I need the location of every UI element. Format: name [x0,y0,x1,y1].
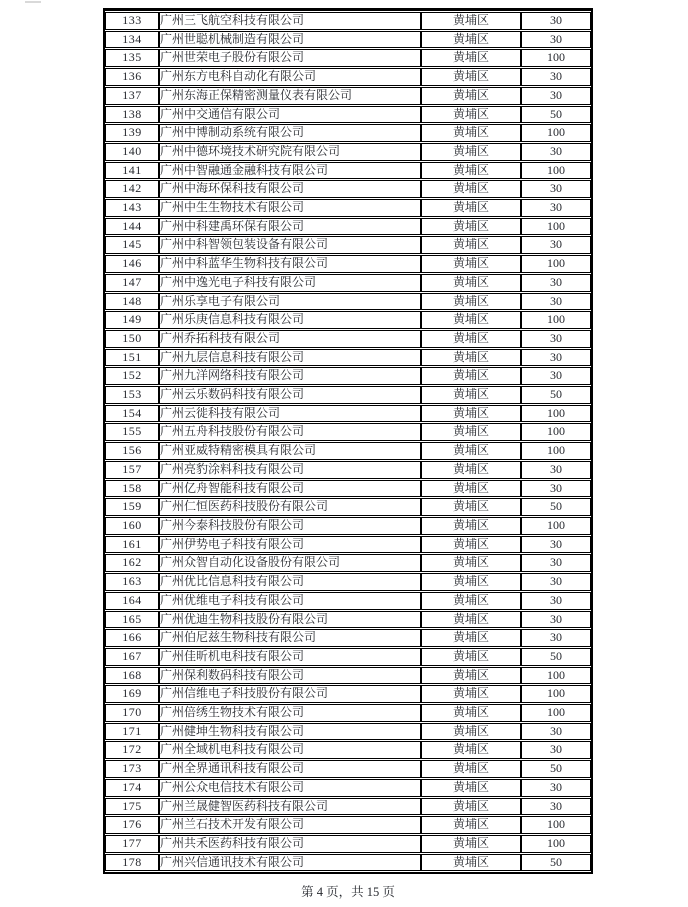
page-footer [103,882,593,900]
company-name-cell: 广州五舟科技股份有限公司 [159,423,421,441]
row-number-cell: 174 [105,779,159,797]
value-cell: 30 [521,293,591,311]
row-number-cell: 173 [105,760,159,778]
company-name-cell: 广州倍绣生物技术有限公司 [159,704,421,722]
value-cell: 100 [521,667,591,685]
value-cell: 50 [521,498,591,516]
table-row [105,87,591,105]
company-name-cell: 广州中科蓝华生物科技有限公司 [159,255,421,273]
company-name-cell: 广州全域机电科技有限公司 [159,741,421,759]
company-name-cell: 广州兰石技术开发有限公司 [159,816,421,834]
company-name-cell: 广州中智融通金融科技有限公司 [159,162,421,180]
table-row [105,779,591,797]
value-cell: 50 [521,854,591,872]
company-name-cell: 广州三飞航空科技有限公司 [159,12,421,30]
row-number-cell: 164 [105,592,159,610]
value-cell: 30 [521,199,591,217]
value-cell: 100 [521,49,591,67]
district-cell: 黄埔区 [421,87,521,105]
table-row [105,704,591,722]
row-number-cell: 158 [105,480,159,498]
table-row [105,423,591,441]
district-cell: 黄埔区 [421,685,521,703]
table-row [105,293,591,311]
table-row [105,236,591,254]
row-number-cell: 162 [105,554,159,572]
value-cell: 50 [521,386,591,404]
company-name-cell: 广州中逸光电子科技有限公司 [159,274,421,292]
company-name-cell: 广州中博制动系统有限公司 [159,124,421,142]
row-number-cell: 148 [105,293,159,311]
company-name-cell: 广州中德环境技术研究院有限公司 [159,143,421,161]
company-name-cell: 广州今泰科技股份有限公司 [159,517,421,535]
district-cell: 黄埔区 [421,835,521,853]
company-name-cell: 广州兰晟健智医药科技有限公司 [159,798,421,816]
table-row [105,611,591,629]
district-cell: 黄埔区 [421,199,521,217]
company-name-cell: 广州佳昕机电科技有限公司 [159,648,421,666]
row-number-cell: 136 [105,68,159,86]
value-cell: 100 [521,816,591,834]
table-row [105,854,591,872]
table-row [105,723,591,741]
table-row [105,816,591,834]
value-cell: 100 [521,311,591,329]
table-row [105,629,591,647]
district-cell: 黄埔区 [421,274,521,292]
company-name-cell: 广州东方电科自动化有限公司 [159,68,421,86]
value-cell: 30 [521,611,591,629]
value-cell: 100 [521,685,591,703]
table-row [105,386,591,404]
table-row [105,367,591,385]
value-cell: 30 [521,798,591,816]
company-name-cell: 广州乐享电子有限公司 [159,293,421,311]
district-cell: 黄埔区 [421,704,521,722]
district-cell: 黄埔区 [421,667,521,685]
row-number-cell: 160 [105,517,159,535]
district-cell: 黄埔区 [421,180,521,198]
company-name-cell: 广州保利数码科技有限公司 [159,667,421,685]
row-number-cell: 146 [105,255,159,273]
company-name-cell: 广州伯尼兹生物科技有限公司 [159,629,421,647]
value-cell: 100 [521,124,591,142]
page-number-text: 第 4 页，共 15 页 [301,885,395,899]
row-number-cell: 172 [105,741,159,759]
table-row [105,667,591,685]
value-cell: 100 [521,704,591,722]
district-cell: 黄埔区 [421,31,521,49]
table-row [105,349,591,367]
district-cell: 黄埔区 [421,49,521,67]
value-cell: 30 [521,12,591,30]
row-number-cell: 152 [105,367,159,385]
value-cell: 30 [521,554,591,572]
table-row [105,592,591,610]
row-number-cell: 134 [105,31,159,49]
value-cell: 30 [521,536,591,554]
table-row [105,536,591,554]
table-row [105,311,591,329]
company-name-cell: 广州亚威特精密模具有限公司 [159,442,421,460]
row-number-cell: 178 [105,854,159,872]
value-cell: 100 [521,517,591,535]
table-row [105,741,591,759]
company-name-cell: 广州亮豹涂料科技有限公司 [159,461,421,479]
table-row [105,498,591,516]
row-number-cell: 154 [105,405,159,423]
table-row [105,480,591,498]
row-number-cell: 175 [105,798,159,816]
company-name-cell: 广州亿舟智能科技有限公司 [159,480,421,498]
table-row [105,68,591,86]
district-cell: 黄埔区 [421,311,521,329]
district-cell: 黄埔区 [421,573,521,591]
value-cell: 30 [521,741,591,759]
company-name-cell: 广州东海正保精密测量仪表有限公司 [159,87,421,105]
district-cell: 黄埔区 [421,854,521,872]
row-number-cell: 151 [105,349,159,367]
district-cell: 黄埔区 [421,405,521,423]
district-cell: 黄埔区 [421,143,521,161]
table-row [105,685,591,703]
row-number-cell: 157 [105,461,159,479]
district-cell: 黄埔区 [421,218,521,236]
row-number-cell: 168 [105,667,159,685]
row-number-cell: 170 [105,704,159,722]
row-number-cell: 167 [105,648,159,666]
company-name-cell: 广州中生生物技术有限公司 [159,199,421,217]
company-name-cell: 广州九洋网络科技有限公司 [159,367,421,385]
row-number-cell: 133 [105,12,159,30]
company-name-cell: 广州共禾医药科技有限公司 [159,835,421,853]
table-row [105,835,591,853]
row-number-cell: 156 [105,442,159,460]
value-cell: 50 [521,106,591,124]
company-name-cell: 广州乐庚信息科技有限公司 [159,311,421,329]
row-number-cell: 135 [105,49,159,67]
company-name-cell: 广州九层信息科技有限公司 [159,349,421,367]
company-name-cell: 广州世聪机械制造有限公司 [159,31,421,49]
company-name-cell: 广州中科建禹环保有限公司 [159,218,421,236]
value-cell: 100 [521,162,591,180]
table-row [105,517,591,535]
value-cell: 30 [521,180,591,198]
value-cell: 30 [521,330,591,348]
district-cell: 黄埔区 [421,255,521,273]
table-row [105,573,591,591]
table-row [105,31,591,49]
table-row [105,143,591,161]
table-body [105,12,591,871]
company-name-cell: 广州仁恒医药科技股份有限公司 [159,498,421,516]
value-cell: 30 [521,274,591,292]
district-cell: 黄埔区 [421,760,521,778]
district-cell: 黄埔区 [421,293,521,311]
district-cell: 黄埔区 [421,349,521,367]
row-number-cell: 143 [105,199,159,217]
district-cell: 黄埔区 [421,68,521,86]
company-name-cell: 广州健坤生物科技有限公司 [159,723,421,741]
table-row [105,12,591,30]
row-number-cell: 145 [105,236,159,254]
table-row [105,442,591,460]
table-row [105,330,591,348]
page-edge-artifact [25,1,41,3]
company-name-cell: 广州云乐数码科技有限公司 [159,386,421,404]
district-cell: 黄埔区 [421,816,521,834]
district-cell: 黄埔区 [421,798,521,816]
table-row [105,405,591,423]
value-cell: 30 [521,349,591,367]
company-name-cell: 广州乔拓科技有限公司 [159,330,421,348]
row-number-cell: 147 [105,274,159,292]
value-cell: 30 [521,573,591,591]
company-name-cell: 广州全界通讯科技有限公司 [159,760,421,778]
row-number-cell: 165 [105,611,159,629]
company-name-cell: 广州公众电信技术有限公司 [159,779,421,797]
table-row [105,124,591,142]
district-cell: 黄埔区 [421,517,521,535]
value-cell: 100 [521,835,591,853]
district-cell: 黄埔区 [421,498,521,516]
district-cell: 黄埔区 [421,648,521,666]
company-name-cell: 广州优迪生物科技股份有限公司 [159,611,421,629]
district-cell: 黄埔区 [421,367,521,385]
company-name-cell: 广州云徙科技有限公司 [159,405,421,423]
value-cell: 50 [521,760,591,778]
company-name-cell: 广州伊势电子科技有限公司 [159,536,421,554]
company-name-cell: 广州优比信息科技有限公司 [159,573,421,591]
district-cell: 黄埔区 [421,629,521,647]
district-cell: 黄埔区 [421,723,521,741]
row-number-cell: 176 [105,816,159,834]
table-row [105,255,591,273]
district-cell: 黄埔区 [421,611,521,629]
row-number-cell: 171 [105,723,159,741]
value-cell: 30 [521,68,591,86]
value-cell: 100 [521,423,591,441]
company-table-grid [105,11,591,872]
value-cell: 30 [521,629,591,647]
table-row [105,218,591,236]
district-cell: 黄埔区 [421,236,521,254]
table-row [105,274,591,292]
district-cell: 黄埔区 [421,554,521,572]
table-row [105,798,591,816]
value-cell: 30 [521,367,591,385]
row-number-cell: 137 [105,87,159,105]
row-number-cell: 140 [105,143,159,161]
row-number-cell: 163 [105,573,159,591]
table-row [105,106,591,124]
district-cell: 黄埔区 [421,12,521,30]
row-number-cell: 166 [105,629,159,647]
district-cell: 黄埔区 [421,162,521,180]
table-row [105,49,591,67]
district-cell: 黄埔区 [421,741,521,759]
district-cell: 黄埔区 [421,442,521,460]
company-name-cell: 广州中科智领包装设备有限公司 [159,236,421,254]
value-cell: 100 [521,442,591,460]
row-number-cell: 141 [105,162,159,180]
table-row [105,162,591,180]
value-cell: 30 [521,236,591,254]
company-name-cell: 广州世荣电子股份有限公司 [159,49,421,67]
row-number-cell: 144 [105,218,159,236]
table-row [105,760,591,778]
value-cell: 30 [521,143,591,161]
district-cell: 黄埔区 [421,124,521,142]
company-name-cell: 广州众智自动化设备股份有限公司 [159,554,421,572]
value-cell: 50 [521,648,591,666]
district-cell: 黄埔区 [421,106,521,124]
row-number-cell: 153 [105,386,159,404]
value-cell: 100 [521,218,591,236]
row-number-cell: 169 [105,685,159,703]
district-cell: 黄埔区 [421,423,521,441]
district-cell: 黄埔区 [421,592,521,610]
district-cell: 黄埔区 [421,779,521,797]
company-name-cell: 广州中海环保科技有限公司 [159,180,421,198]
district-cell: 黄埔区 [421,386,521,404]
row-number-cell: 155 [105,423,159,441]
district-cell: 黄埔区 [421,480,521,498]
row-number-cell: 142 [105,180,159,198]
row-number-cell: 139 [105,124,159,142]
table-row [105,199,591,217]
district-cell: 黄埔区 [421,461,521,479]
value-cell: 100 [521,405,591,423]
value-cell: 30 [521,87,591,105]
row-number-cell: 177 [105,835,159,853]
district-cell: 黄埔区 [421,330,521,348]
value-cell: 30 [521,779,591,797]
value-cell: 30 [521,461,591,479]
row-number-cell: 150 [105,330,159,348]
district-cell: 黄埔区 [421,536,521,554]
table-row [105,180,591,198]
company-name-cell: 广州兴信通讯技术有限公司 [159,854,421,872]
row-number-cell: 161 [105,536,159,554]
row-number-cell: 159 [105,498,159,516]
company-name-cell: 广州优维电子科技有限公司 [159,592,421,610]
table-row [105,461,591,479]
row-number-cell: 149 [105,311,159,329]
company-name-cell: 广州中交通信有限公司 [159,106,421,124]
value-cell: 100 [521,255,591,273]
table-row [105,648,591,666]
value-cell: 30 [521,480,591,498]
value-cell: 30 [521,31,591,49]
value-cell: 30 [521,592,591,610]
row-number-cell: 138 [105,106,159,124]
company-name-cell: 广州信维电子科技股份有限公司 [159,685,421,703]
company-table [103,8,593,874]
value-cell: 30 [521,723,591,741]
table-row [105,554,591,572]
